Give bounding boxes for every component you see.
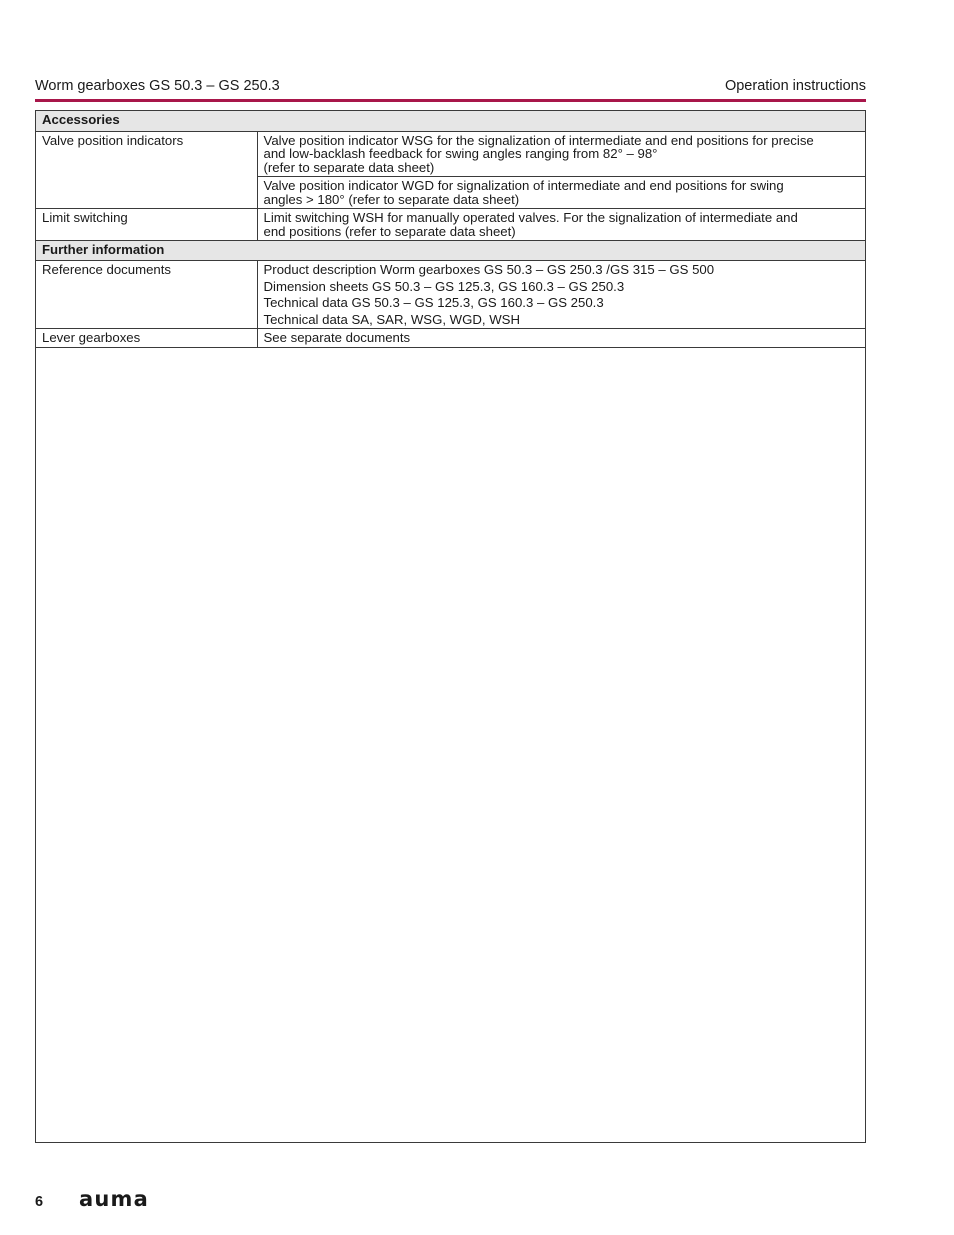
row-value-wsg [257,131,865,177]
document-type: Operation instructions [724,78,866,94]
text-line: angles > 180° (refer to separate data sheet) [263,191,520,207]
header-divider [35,99,866,102]
text-line: Valve position indicator WGD for signalization of intermediate and end positions for swing [263,178,784,193]
section-row-accessories [36,111,865,131]
reference-document-item: Technical data SA, SAR, WSG, WGD, WSH [263,311,520,327]
document-title: Worm gearboxes GS 50.3 – GS 250.3 [35,78,280,94]
table-row [36,209,865,241]
text-line: Limit switching WSH for manually operated valves. For the signalization of intermediate and [263,210,798,225]
table-row [36,131,865,177]
section-heading: Accessories [36,111,865,131]
reference-document-item: Product description Worm gearboxes GS 50.3 – GS 250.3 /GS 315 – GS 500 [263,262,715,277]
page-number: 6 [35,1194,44,1210]
section-heading: Further information [36,241,865,261]
row-label: Reference documents [36,261,257,329]
row-label: Valve position indicators [36,131,257,209]
reference-document-item: Dimension sheets GS 50.3 – GS 125.3, GS 160.3 – GS 250.3 [263,278,625,294]
reference-document-item: Technical data GS 50.3 – GS 125.3, GS 160.3 – GS 250.3 [263,295,604,310]
text-line: end positions (refer to separate data sheet) [263,223,516,239]
row-label: Lever gearboxes [36,329,257,348]
page-header [35,78,866,100]
table-row [36,261,865,329]
text-line: Valve position indicator WSG for the signalization of intermediate and end positions for precise [263,132,814,148]
row-value-reference-documents [257,261,865,329]
section-row-further-information [36,241,865,261]
data-table [36,111,865,348]
row-value-lever-gearboxes: See separate documents [257,329,865,348]
row-value-wgd [257,177,865,209]
row-label: Limit switching [36,209,257,241]
table-row [36,329,865,348]
auma-logo [79,1190,187,1210]
data-table-frame [35,110,866,1143]
logo-wordmark: auma [79,1190,149,1210]
text-line: and low-backlash feedback for swing angles ranging from 82° – 98° [263,146,658,161]
text-line: (refer to separate data sheet) [263,159,435,175]
row-value-limit-switching [257,209,865,241]
